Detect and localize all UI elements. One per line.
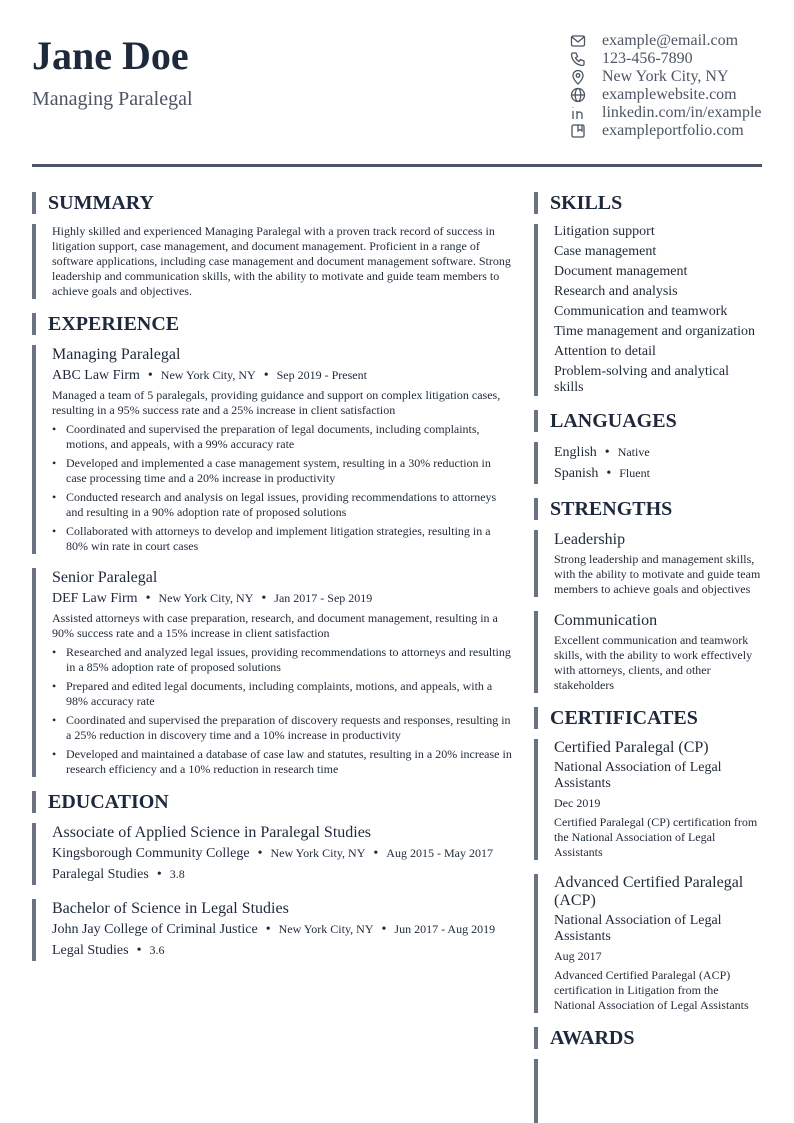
- education-heading: EDUCATION: [32, 791, 512, 813]
- header-divider: [32, 164, 762, 167]
- strength-description: Strong leadership and management skills, with the ability to motivate and guide team members to achieve goals and objectives: [554, 552, 761, 596]
- education-meta: Kingsborough Community College • New York City, NY • Aug 2015 - May 2017: [52, 846, 493, 861]
- education-meta: John Jay College of Criminal Justice • New York City, NY • Jun 2017 - Aug 2019: [52, 922, 496, 937]
- skill-item: Document management: [554, 264, 688, 279]
- contact-location-text: New York City, NY: [602, 68, 729, 85]
- location-icon: [570, 69, 586, 85]
- achievement-item: • Coordinated and supervised the preparation of legal documents, including complaints, motions, and appeals, with a 99% accuracy rate: [52, 422, 512, 452]
- skills-heading: SKILLS: [534, 192, 762, 214]
- gpa: 3.6: [149, 943, 165, 957]
- skill-item: Case management: [554, 244, 657, 259]
- skills-section: [534, 224, 762, 396]
- education-item: [32, 899, 512, 961]
- degree-title: Associate of Applied Science in Paralegal Studies: [52, 824, 372, 841]
- right-column: [534, 192, 762, 1123]
- summary-heading: SUMMARY: [32, 192, 512, 214]
- job-description: Managed a team of 5 paralegals, providing guidance and support on complex litigation cases, resulting in a 95% success rate and a 25% increase in client satisfaction: [52, 388, 501, 417]
- job-meta: ABC Law Firm • New York City, NY • Sep 2019 - Present: [52, 368, 367, 383]
- certificate-item: [534, 874, 762, 1013]
- summary-text: Highly skilled and experienced Managing Paralegal with a proven track record of success in litigation support, case management, and document management. Proficient in a range of software applications, including case management and document management software. Strong leadership and communication skills, with the ability to motivate and guide team members to achieve goals and objectives.: [52, 224, 511, 298]
- gpa: 3.8: [169, 867, 185, 881]
- contact-phone[interactable]: [570, 50, 770, 68]
- field-of-study: Legal Studies: [52, 943, 129, 958]
- certificate-title: Advanced Certified Paralegal (ACP): [554, 874, 744, 909]
- skill-item: Attention to detail: [554, 344, 656, 359]
- job-title: Managing Paralegal: [52, 346, 181, 363]
- education-dates: Aug 2015 - May 2017: [386, 846, 493, 860]
- contact-list: [570, 32, 770, 140]
- certificate-title: Certified Paralegal (CP): [554, 739, 709, 756]
- company-name: DEF Law Firm: [52, 591, 138, 606]
- mail-icon: [570, 33, 586, 49]
- school-name: Kingsborough Community College: [52, 846, 250, 861]
- job-dates: Sep 2019 - Present: [276, 368, 367, 382]
- awards-section: [534, 1059, 762, 1123]
- awards-heading: AWARDS: [534, 1027, 762, 1049]
- strength-description: Excellent communication and teamwork skills, with the ability to work effectively with attorneys, clients, and other stakeholders: [554, 633, 753, 692]
- language-level: Fluent: [619, 466, 650, 480]
- linkedin-icon: [570, 105, 586, 121]
- skill-item: Time management and organization: [554, 324, 756, 339]
- job-dates: Jan 2017 - Sep 2019: [274, 591, 373, 605]
- contact-website-text: examplewebsite.com: [602, 86, 737, 103]
- contact-portfolio-text: exampleportfolio.com: [602, 122, 744, 139]
- certificate-description: Advanced Certified Paralegal (ACP) certification in Litigation from the National Association of Legal Assistants: [554, 968, 749, 1012]
- company-name: ABC Law Firm: [52, 368, 140, 383]
- language-item: English • Native: [554, 445, 650, 460]
- achievement-item: • Conducted research and analysis on legal issues, providing recommendations to attorneys and resulting in a 90% adoption rate of proposed solutions: [52, 490, 512, 520]
- skill-item: Communication and teamwork: [554, 304, 728, 319]
- language-name: English: [554, 445, 597, 460]
- job-title: Senior Paralegal: [52, 569, 158, 586]
- experience-heading: EXPERIENCE: [32, 313, 512, 335]
- achievement-item: • Developed and implemented a case management system, resulting in a 30% reduction in case processing time and a 20% increase in productivity: [52, 456, 512, 486]
- job-description: Assisted attorneys with case preparation, research, and document management, resulting in a 90% success rate and a 15% increase in client satisfaction: [52, 611, 498, 640]
- left-column: [32, 192, 512, 975]
- language-level: Native: [617, 445, 650, 459]
- globe-icon: [570, 87, 586, 103]
- contact-website[interactable]: [570, 86, 770, 104]
- certificates-heading: CERTIFICATES: [534, 707, 762, 729]
- certificate-date: Dec 2019: [554, 796, 601, 810]
- skill-item: Problem-solving and analytical skills: [554, 364, 729, 395]
- job-location: New York City, NY: [160, 368, 256, 382]
- language-name: Spanish: [554, 466, 599, 481]
- education-field: Paralegal Studies • 3.8: [52, 867, 185, 882]
- education-dates: Jun 2017 - Aug 2019: [394, 922, 496, 936]
- certificate-issuer: National Association of Legal Assistants: [554, 913, 722, 944]
- strength-item: [534, 530, 762, 597]
- certificate-item: [534, 739, 762, 860]
- achievement-item: • Developed and maintained a database of case law and statutes, resulting in a 20% increase in research efficiency and a 10% reduction in research time: [52, 747, 512, 777]
- strength-title: Communication: [554, 612, 658, 629]
- achievement-item: • Researched and analyzed legal issues, providing recommendations to attorneys and resulting in a 85% adoption rate of proposed solutions: [52, 645, 512, 675]
- contact-portfolio[interactable]: [570, 122, 770, 140]
- portfolio-icon: [570, 123, 586, 139]
- education-field: Legal Studies • 3.6: [52, 943, 165, 958]
- certificate-date: Aug 2017: [554, 949, 602, 963]
- school-location: New York City, NY: [278, 922, 374, 936]
- contact-email-text: example@email.com: [602, 32, 739, 49]
- strengths-heading: STRENGTHS: [534, 498, 762, 520]
- resume-header: [32, 32, 762, 142]
- candidate-title: Managing Paralegal: [32, 88, 193, 110]
- school-name: John Jay College of Criminal Justice: [52, 922, 258, 937]
- achievement-item: • Prepared and edited legal documents, including complaints, motions, and appeals, with a 98% accuracy rate: [52, 679, 512, 709]
- languages-heading: LANGUAGES: [534, 410, 762, 432]
- contact-email[interactable]: [570, 32, 770, 50]
- contact-location: [570, 68, 770, 86]
- achievement-item: • Collaborated with attorneys to develop and implement litigation strategies, resulting in a 80% win rate in court cases: [52, 524, 512, 554]
- certificate-issuer: National Association of Legal Assistants: [554, 760, 722, 791]
- phone-icon: [570, 51, 586, 67]
- contact-linkedin-text: linkedin.com/in/example: [602, 104, 762, 121]
- field-of-study: Paralegal Studies: [52, 867, 149, 882]
- degree-title: Bachelor of Science in Legal Studies: [52, 900, 289, 917]
- summary-section: [32, 224, 512, 299]
- job-achievements: [52, 645, 512, 777]
- strength-title: Leadership: [554, 531, 626, 548]
- job-location: New York City, NY: [158, 591, 254, 605]
- contact-linkedin[interactable]: [570, 104, 770, 122]
- achievement-item: • Coordinated and supervised the preparation of discovery requests and responses, resulting in a 25% reduction in discovery time and a 10% increase in productivity: [52, 713, 512, 743]
- education-item: [32, 823, 512, 885]
- experience-item: [32, 345, 512, 554]
- experience-item: [32, 568, 512, 777]
- certificate-description: Certified Paralegal (CP) certification from the National Association of Legal Assistants: [554, 815, 758, 859]
- school-location: New York City, NY: [270, 846, 366, 860]
- contact-phone-text: 123-456-7890: [602, 50, 693, 67]
- skill-item: Litigation support: [554, 224, 655, 239]
- candidate-name: Jane Doe: [32, 33, 189, 78]
- languages-section: [534, 442, 762, 484]
- job-meta: DEF Law Firm • New York City, NY • Jan 2017 - Sep 2019: [52, 591, 373, 606]
- skill-item: Research and analysis: [554, 284, 678, 299]
- language-item: Spanish • Fluent: [554, 466, 650, 481]
- strength-item: [534, 611, 762, 693]
- job-achievements: [52, 422, 512, 554]
